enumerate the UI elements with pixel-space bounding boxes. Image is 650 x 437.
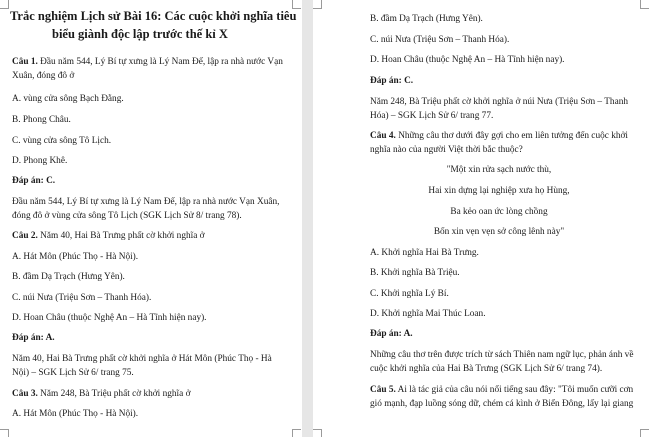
answer-option: D. Hoan Châu (thuộc Nghệ An – Hà Tĩnh hiện nay).	[12, 313, 207, 323]
poem-line: "Một xin rửa sạch nước thù,	[446, 165, 552, 175]
question-text: Xuân, đóng đô ở	[12, 71, 75, 81]
answer-option: A. Hát Môn (Phúc Thọ - Hà Nội).	[12, 409, 139, 419]
answer-option: B. Khởi nghĩa Bà Triệu.	[370, 268, 460, 278]
poem-line: Ba kẻo oan ức lòng chồng	[450, 207, 548, 217]
explanation: Nội) – SGK Lịch Sử 6/ trang 75.	[12, 368, 134, 378]
answer-option: D. Phong Khê.	[12, 156, 68, 166]
answer-key: Đáp án: A.	[370, 329, 413, 339]
explanation: Đầu năm 544, Lý Bí tự xưng là Lý Nam Đế, lập ra nhà nước Vạn Xuân,	[12, 197, 280, 207]
question-2	[12, 230, 205, 242]
question-label: Câu 2.	[12, 231, 38, 241]
answer-option: A. Khởi nghĩa Hai Bà Trưng.	[370, 248, 479, 258]
crop-mark	[640, 0, 649, 9]
question-text: nghĩa nào của người Việt thời bắc thuộc?	[370, 145, 523, 155]
question-text: Năm 248, Bà Triệu phất cờ khởi nghĩa ở	[40, 389, 191, 399]
answer-option: A. Hát Môn (Phúc Thọ - Hà Nội).	[12, 252, 139, 262]
document-page-right	[313, 0, 650, 437]
question-1	[12, 56, 283, 68]
answer-option: B. Phong Châu.	[12, 115, 71, 125]
crop-mark	[313, 429, 322, 437]
answer-option: C. vùng cửa sông Tô Lịch.	[12, 136, 112, 146]
crop-mark	[0, 0, 9, 9]
explanation: Hóa) – SGK Lịch Sử 6/ trang 77.	[370, 111, 494, 121]
poem-line: Hai xin dựng lại nghiệp xưa họ Hùng,	[428, 186, 570, 196]
answer-option: A. vùng cửa sông Bạch Đằng.	[12, 94, 124, 104]
answer-key: Đáp án: C.	[370, 76, 414, 86]
explanation: Năm 248, Bà Triệu phất cờ khởi nghĩa ở núi Nưa (Triệu Sơn – Thanh	[370, 97, 628, 107]
question-label: Câu 4.	[370, 131, 396, 141]
answer-option: D. Hoan Châu (thuộc Nghệ An – Hà Tĩnh hiện nay).	[370, 55, 565, 65]
explanation: Những câu thơ trên được trích từ sách Thiên nam ngữ lục, phản ánh về	[370, 350, 634, 360]
answer-option: B. đầm Dạ Trạch (Hưng Yên).	[370, 14, 483, 24]
explanation: cuộc khởi nghĩa của Hai Bà Trưng (SGK Lịch Sử 6/ trang 74).	[370, 364, 603, 374]
question-text: gió mạnh, đạp luồng sóng dữ, chém cá kình ở Biển Đông, lấy lại giang	[370, 399, 634, 409]
answer-key: Đáp án: C.	[12, 176, 56, 186]
question-label: Câu 3.	[12, 389, 38, 399]
crop-mark	[640, 429, 649, 437]
answer-option: C. núi Nưa (Triệu Sơn – Thanh Hóa).	[12, 293, 152, 303]
question-text: Đầu năm 544, Lý Bí tự xưng là Lý Nam Đế, lập ra nhà nước Vạn	[40, 57, 283, 67]
question-label: Câu 1.	[12, 57, 38, 67]
question-text: Những câu thơ dưới đây gợi cho em liên tưởng đến cuộc khởi	[398, 131, 628, 141]
crop-mark	[292, 429, 301, 437]
question-4	[370, 130, 628, 142]
explanation: Năm 40, Hai Bà Trưng phất cờ khởi nghĩa ở Hát Môn (Phúc Thọ - Hà	[12, 354, 272, 364]
answer-option: D. Khởi nghĩa Mai Thúc Loan.	[370, 309, 486, 319]
document-title: biểu giành độc lập trước thế kỉ X	[52, 27, 228, 41]
answer-key: Đáp án: A.	[12, 333, 55, 343]
answer-option: B. đầm Dạ Trạch (Hưng Yên).	[12, 272, 125, 282]
crop-mark	[0, 429, 9, 437]
question-label: Câu 5.	[370, 385, 396, 395]
crop-mark	[313, 0, 322, 9]
question-text: Năm 40, Hai Bà Trưng phất cờ khởi nghĩa ở	[40, 231, 205, 241]
document-page-left	[0, 0, 302, 437]
document-title: Trắc nghiệm Lịch sử Bài 16: Các cuộc khởi nghĩa tiêu	[10, 9, 297, 23]
explanation: đóng đô ở vùng cửa sông Tô Lịch (SGK Lịch Sử 8/ trang 78).	[12, 211, 242, 221]
question-3	[12, 388, 191, 400]
answer-option: C. Khởi nghĩa Lý Bí.	[370, 289, 449, 299]
answer-option: C. núi Nưa (Triệu Sơn – Thanh Hóa).	[370, 35, 510, 45]
question-text: Ai là tác giả của câu nói nổi tiếng sau đây: "Tôi muốn cưỡi cơn	[397, 385, 634, 395]
poem-line: Bốn xin vẹn vẹn sở công lênh này"	[433, 227, 565, 237]
question-5	[370, 384, 634, 396]
